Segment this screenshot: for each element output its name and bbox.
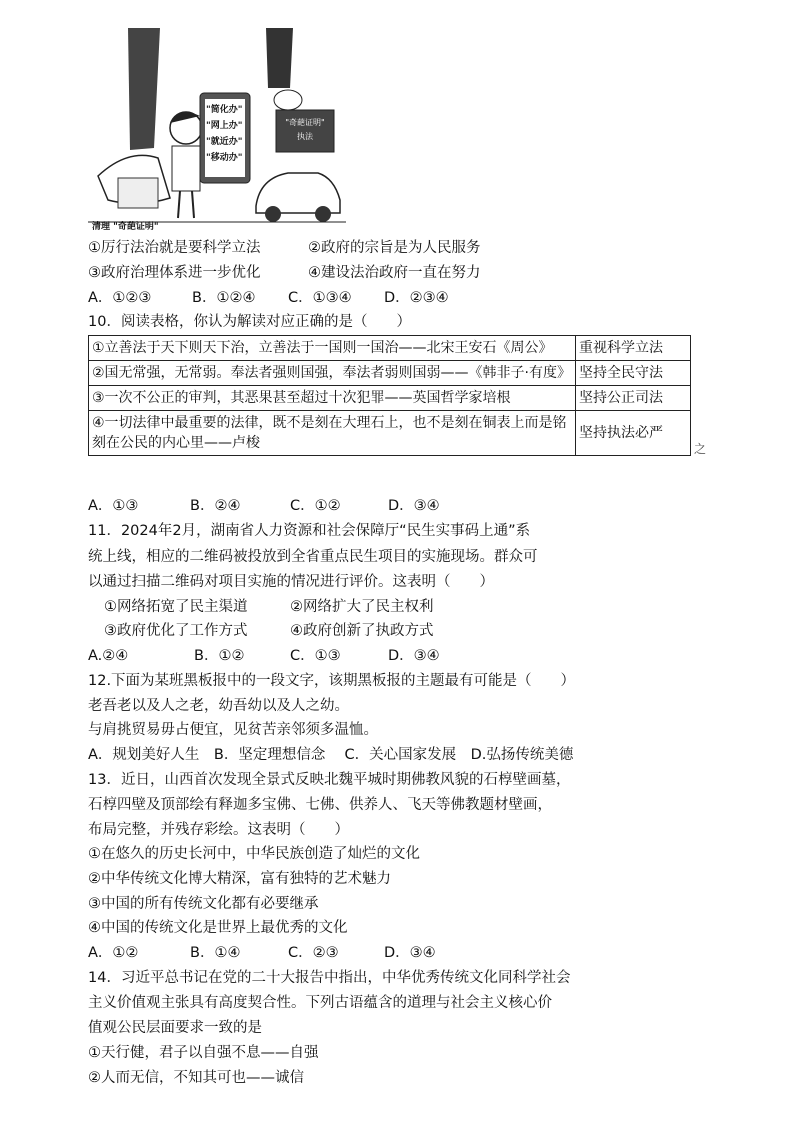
q10-table [88, 335, 691, 456]
q13-stem-line-2: 石椁四壁及顶部绘有释迦多宝佛、七佛、供养人、飞天等佛教题材壁画， [88, 797, 552, 813]
q10-stem: 10．阅读表格，你认为解读对应正确的是（ ） [88, 314, 411, 330]
q9-option-b: B．①②④ [192, 290, 256, 306]
q9-statement-2: ②政府的宗旨是为人民服务 [308, 240, 481, 256]
q10-option-c: C．①② [290, 498, 341, 514]
table-cell-quote: ④一切法律中最重要的法律，既不是刻在大理石上，也不是刻在铜表上而是铭刻在公民的内心里——卢梭 [89, 411, 576, 456]
q9-option-d: D．②③④ [384, 290, 449, 306]
q13-statement-2: ②中华传统文化博大精深，富有独特的艺术魅力 [88, 871, 391, 887]
q9-statement-4: ④建设法治政府一直在努力 [308, 265, 481, 281]
q14-statement-2: ②人而无信，不知其可也——诚信 [88, 1070, 304, 1086]
table-cell-quote: ②国无常强，无常弱。奉法者强则国强，奉法者弱则国弱——《韩非子·有度》 [89, 361, 576, 386]
q11-option-b: B．①② [194, 648, 245, 664]
table-row [89, 411, 691, 456]
q9-statement-1: ①厉行法治就是要科学立法 [88, 240, 261, 256]
q11-statement-3: ③政府优化了工作方式 [104, 623, 248, 639]
q14-stem-line-3: 值观公民层面要求一致的是 [88, 1020, 262, 1036]
q14-statement-1: ①天行健，君子以自强不息——自强 [88, 1045, 319, 1061]
table-row [89, 361, 691, 386]
board-text-line: "简化办" [206, 105, 243, 115]
table-row [89, 336, 691, 361]
table-cell-quote: ①立善法于天下则天下治，立善法于一国则一国治——北宋王安石《周公》 [89, 336, 576, 361]
q13-statement-4: ④中国的传统文化是世界上最优秀的文化 [88, 920, 348, 936]
card-text-line: "奇葩证明" [285, 118, 325, 127]
q13-option-b: B．①④ [190, 945, 241, 961]
table-cell-meaning: 坚持全民守法 [576, 361, 691, 386]
q11-stem-line-3: 以通过扫描二维码对项目实施的情况进行评价。这表明（ ） [88, 574, 494, 590]
table-row [89, 386, 691, 411]
q13-stem-line-1: 13．近日，山西首次发现全景式反映北魏平城时期佛教风貌的石椁壁画墓， [88, 772, 571, 788]
q13-option-a: A．①② [88, 945, 139, 961]
board-text-line: "网上办" [206, 121, 243, 131]
q10-option-b: B．②④ [190, 498, 241, 514]
table-cell-meaning: 坚持公正司法 [576, 386, 691, 411]
table-cell-quote: ③一次不公正的审判，其恶果甚至超过十次犯罪——英国哲学家培根 [89, 386, 576, 411]
q12-options: A．规划美好人生 B．坚定理想信念 C．关心国家发展 D.弘扬传统美德 [88, 747, 574, 763]
q11-stem-line-1: 11．2024年2月，湖南省人力资源和社会保障厅“民生实事码上通”系 [88, 523, 531, 539]
board-text-line: "移动办" [206, 153, 243, 163]
q11-statement-1: ①网络拓宽了民主渠道 [104, 599, 248, 615]
q12-quote-line-1: 老吾老以及人之老，幼吾幼以及人之幼。 [88, 698, 349, 714]
q14-stem-line-1: 14．习近平总书记在党的二十大报告中指出，中华优秀传统文化同科学社会 [88, 970, 571, 986]
q13-statement-3: ③中国的所有传统文化都有必要继承 [88, 896, 319, 912]
q13-statement-1: ①在悠久的历史长河中，中华民族创造了灿烂的文化 [88, 846, 420, 862]
q9-statement-3: ③政府治理体系进一步优化 [88, 265, 261, 281]
q10-option-d: D．③④ [388, 498, 440, 514]
table-cell-meaning: 重视科学立法 [576, 336, 691, 361]
board-text [206, 102, 242, 166]
card-text [280, 116, 330, 144]
board-text-line: "就近办" [206, 137, 243, 147]
q11-statement-2: ②网络扩大了民主权利 [290, 599, 434, 615]
q11-option-c: C．①③ [290, 648, 341, 664]
q11-stem-line-2: 统上线，相应的二维码被投放到全省重点民生项目的实施现场。群众可 [88, 549, 538, 565]
card-text-line: 执法 [297, 132, 313, 141]
q10-option-a: A．①③ [88, 498, 139, 514]
q11-option-d: D．③④ [388, 648, 440, 664]
q12-quote-line-2: 与肩挑贸易毋占便宜，见贫苦亲邻须多温恤。 [88, 722, 378, 738]
q13-option-d: D．③④ [384, 945, 436, 961]
q13-option-c: C．②③ [288, 945, 339, 961]
q9-option-a: A．①②③ [88, 290, 152, 306]
illustration-caption: 清理 "奇葩证明" [92, 222, 159, 232]
q12-stem: 12.下面为某班黑板报中的一段文字，该期黑板报的主题最有可能是（ ） [88, 673, 576, 689]
cartoon-illustration [88, 28, 346, 234]
table-cell-meaning: 坚持执法必严 [576, 411, 691, 456]
q11-statement-4: ④政府创新了执政方式 [290, 623, 434, 639]
q13-stem-line-3: 布局完整，并残存彩绘。这表明（ ） [88, 822, 349, 838]
q11-option-a: A.②④ [88, 648, 129, 664]
margin-note: 之 [694, 442, 707, 456]
q14-stem-line-2: 主义价值观主张具有高度契合性。下列古语蕴含的道理与社会主义核心价 [88, 995, 552, 1011]
q9-option-c: C．①③④ [288, 290, 352, 306]
